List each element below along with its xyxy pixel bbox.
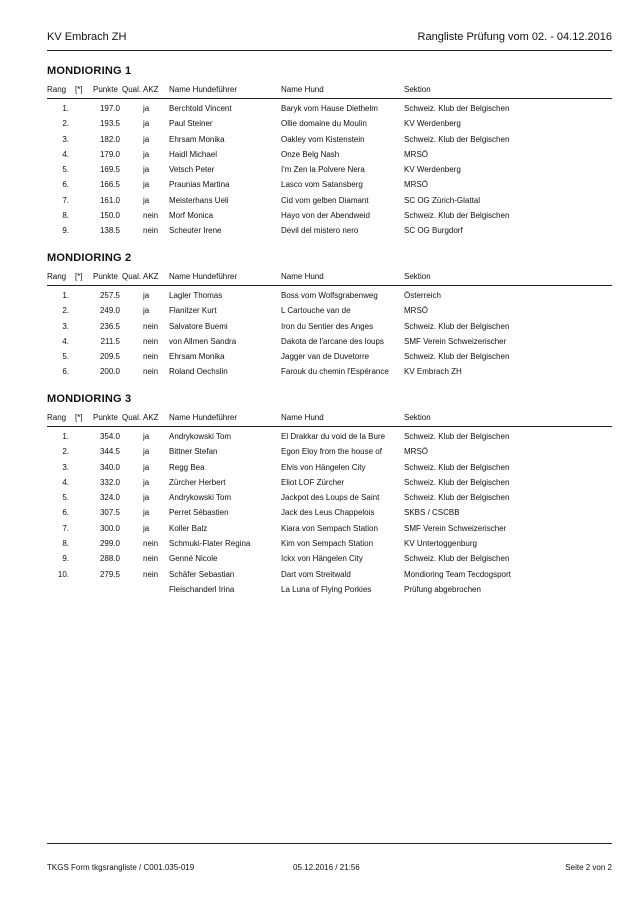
column-header-star: [*]: [75, 413, 83, 422]
handler-name: Ehrsam Monika: [169, 352, 225, 362]
section-club: Österreich: [404, 291, 441, 300]
section-club: SKBS / CSCBB: [404, 508, 460, 518]
rank: 6.: [62, 367, 69, 377]
akz: nein: [143, 352, 159, 362]
column-header-rang: Rang: [47, 413, 67, 422]
column-header-hund: Name Hund: [281, 85, 324, 94]
rank: 2.: [62, 306, 69, 316]
section-club: Schweiz. Klub der Belgischen: [404, 352, 510, 362]
rank: 8.: [62, 539, 69, 549]
section-club: SMF Verein Schweizerischer: [404, 523, 507, 533]
akz: nein: [143, 554, 159, 564]
table-row: [47, 147, 612, 162]
rank: 1.: [62, 291, 69, 300]
points: 257.5: [99, 291, 120, 300]
page-header: [47, 31, 612, 47]
section-club: SMF Verein Schweizerischer: [404, 336, 507, 346]
points: 344.5: [99, 447, 120, 457]
akz: ja: [143, 195, 150, 205]
rank: 5.: [62, 352, 69, 362]
dog-name: Iron du Sentier des Anges: [281, 321, 374, 331]
section-club: Schweiz. Klub der Belgischen: [404, 554, 510, 564]
points: 169.5: [99, 165, 120, 175]
handler-name: Haidl Michael: [169, 149, 218, 159]
dog-name: Cid vom gelben Diamant: [281, 195, 369, 205]
column-header-punkte: Punkte: [93, 272, 118, 281]
dog-name: Jack des Leus Chappelois: [281, 508, 375, 518]
handler-name: Salvatore Buemi: [169, 321, 228, 331]
points: 300.0: [99, 523, 120, 533]
column-header-row: [47, 84, 612, 96]
dog-name: El Drakkar du void de la Bure: [281, 432, 386, 441]
handler-name: Andrykowski Tom: [169, 493, 232, 503]
rank: 3.: [62, 134, 69, 144]
section-club: SC OG Burgdorf: [404, 226, 463, 236]
handler-name: Praunias Martina: [169, 180, 230, 190]
column-header-star: [*]: [75, 272, 83, 281]
akz: nein: [143, 226, 159, 236]
column-header-row: [47, 412, 612, 424]
section-club: MRSÖ: [404, 306, 428, 316]
section-title: MONDIORING 1: [47, 65, 132, 77]
section-title: MONDIORING 2: [47, 252, 132, 264]
column-header-sektion: Sektion: [404, 413, 431, 422]
column-header-akz: AKZ: [143, 272, 159, 281]
table-row: [47, 490, 612, 505]
handler-name: Andrykowski Tom: [169, 432, 232, 441]
column-header-qual: Qual.: [122, 85, 142, 94]
dog-name: Ollie domaine du Moulin: [281, 119, 367, 129]
dog-name: Egon Eloy from the house of: [281, 447, 382, 457]
akz: ja: [143, 523, 150, 533]
column-header-sektion: Sektion: [404, 85, 431, 94]
dog-name: La Luna of Flying Porkies: [281, 584, 372, 594]
rank: 1.: [62, 432, 69, 441]
column-header-rule: [47, 426, 612, 427]
akz: ja: [143, 306, 150, 316]
rank: 10.: [57, 569, 69, 579]
section-club: KV Werdenberg: [404, 165, 461, 175]
table-row: [47, 551, 612, 566]
dog-name: Eliot LOF Zürcher: [281, 477, 345, 487]
section-club: KV Untertoggenburg: [404, 539, 477, 549]
table-row: [47, 223, 612, 238]
akz: ja: [143, 104, 150, 113]
akz: ja: [143, 477, 150, 487]
table-row: [47, 162, 612, 177]
handler-name: Ehrsam Monika: [169, 134, 225, 144]
akz: ja: [143, 291, 150, 300]
section-club: MRSÖ: [404, 149, 428, 159]
dog-name: Baryk vom Hause Diethelm: [281, 104, 378, 113]
table-row: [47, 116, 612, 131]
dog-name: L Cartouche van de: [281, 306, 351, 316]
points: 182.0: [99, 134, 120, 144]
handler-name: Schäfer Sebastian: [169, 569, 235, 579]
points: 209.5: [99, 352, 120, 362]
akz: ja: [143, 149, 150, 159]
handler-name: Fleischanderl Irina: [169, 584, 235, 594]
header-rule: [47, 50, 612, 51]
akz: ja: [143, 493, 150, 503]
section-club: Schweiz. Klub der Belgischen: [404, 432, 510, 441]
akz: nein: [143, 321, 159, 331]
handler-name: Perret Sébastien: [169, 508, 229, 518]
section-club: Schweiz. Klub der Belgischen: [404, 104, 510, 113]
column-header-rang: Rang: [47, 272, 67, 281]
handler-name: Morf Monica: [169, 211, 214, 221]
points: 179.0: [99, 149, 120, 159]
section-club: MRSÖ: [404, 180, 428, 190]
dog-name: Jagger van de Duvetorre: [281, 352, 370, 362]
section-club: Schweiz. Klub der Belgischen: [404, 493, 510, 503]
table-row: [47, 193, 612, 208]
dog-name: I'm Zen la Polvere Nera: [281, 165, 365, 175]
handler-name: Paul Steiner: [169, 119, 213, 129]
table-row: [47, 288, 612, 303]
column-header-punkte: Punkte: [93, 85, 118, 94]
handler-name: Scheuter Irene: [169, 226, 222, 236]
handler-name: Vetsch Peter: [169, 165, 215, 175]
rank: 4.: [62, 149, 69, 159]
section-mondioring-1: [47, 64, 612, 239]
akz: nein: [143, 569, 159, 579]
section-club: KV Werdenberg: [404, 119, 461, 129]
points: 166.5: [99, 180, 120, 190]
akz: ja: [143, 432, 150, 441]
points: 193.5: [99, 119, 120, 129]
table-row: [47, 582, 612, 597]
points: 288.0: [99, 554, 120, 564]
points: 279.5: [99, 569, 120, 579]
rank: 6.: [62, 180, 69, 190]
akz: ja: [143, 462, 150, 472]
rank: 2.: [62, 119, 69, 129]
points: 150.0: [99, 211, 120, 221]
points: 197.0: [99, 104, 120, 113]
akz: ja: [143, 508, 150, 518]
table-row: [47, 349, 612, 364]
points: 324.0: [99, 493, 120, 503]
points: 200.0: [99, 367, 120, 377]
handler-name: Flanitzer Kurt: [169, 306, 217, 316]
dog-name: Elvis von Hängelen City: [281, 462, 366, 472]
section-mondioring-3: [47, 392, 612, 597]
section-club: Schweiz. Klub der Belgischen: [404, 462, 510, 472]
table-row: [47, 444, 612, 459]
handler-name: von Allmen Sandra: [169, 336, 237, 346]
footer-rule: [47, 843, 612, 844]
section-club: Schweiz. Klub der Belgischen: [404, 211, 510, 221]
dog-name: Dakota de l'arcane des loups: [281, 336, 384, 346]
points: 161.0: [99, 195, 120, 205]
rank: 9.: [62, 226, 69, 236]
column-header-rule: [47, 285, 612, 286]
points: 354.0: [99, 432, 120, 441]
rank: 6.: [62, 508, 69, 518]
section-club: Prüfung abgebrochen: [404, 584, 481, 594]
table-row: [47, 364, 612, 379]
column-header-hundefuehrer: Name Hundeführer: [169, 85, 238, 94]
dog-name: Dart vom Streitwald: [281, 569, 351, 579]
dog-name: Boss vom Wolfsgrabenweg: [281, 291, 378, 300]
rank: 3.: [62, 462, 69, 472]
table-row: [47, 475, 612, 490]
table-row: [47, 521, 612, 536]
points: 138.5: [99, 226, 120, 236]
table-row: [47, 460, 612, 475]
table-row: [47, 505, 612, 520]
table-row: [47, 101, 612, 116]
table-row: [47, 536, 612, 551]
handler-name: Genné Nicole: [169, 554, 218, 564]
points: 340.0: [99, 462, 120, 472]
handler-name: Roland Oechslin: [169, 367, 228, 377]
section-title: MONDIORING 3: [47, 393, 132, 405]
column-header-row: [47, 271, 612, 283]
column-header-punkte: Punkte: [93, 413, 118, 422]
dog-name: Hayo von der Abendweid: [281, 211, 370, 221]
points: 236.5: [99, 321, 120, 331]
section-mondioring-2: [47, 251, 612, 380]
dog-name: Devil del mistero nero: [281, 226, 359, 236]
section-club: MRSÖ: [404, 447, 428, 457]
rank: 8.: [62, 211, 69, 221]
akz: ja: [143, 119, 150, 129]
rank: 4.: [62, 336, 69, 346]
section-club: KV Embrach ZH: [404, 367, 462, 377]
column-header-hund: Name Hund: [281, 272, 324, 281]
section-club: Schweiz. Klub der Belgischen: [404, 321, 510, 331]
column-header-qual: Qual.: [122, 272, 142, 281]
dog-name: Lasco vom Satansberg: [281, 180, 363, 190]
rank: 5.: [62, 165, 69, 175]
rank: 3.: [62, 321, 69, 331]
column-header-rang: Rang: [47, 85, 67, 94]
column-header-hund: Name Hund: [281, 413, 324, 422]
points: 249.0: [99, 306, 120, 316]
table-row: [47, 208, 612, 223]
handler-name: Lagler Thomas: [169, 291, 223, 300]
table-row: [47, 177, 612, 192]
akz: ja: [143, 180, 150, 190]
handler-name: Meisterhans Ueli: [169, 195, 229, 205]
column-header-akz: AKZ: [143, 413, 159, 422]
dog-name: Kim von Sempach Station: [281, 539, 374, 549]
points: 307.5: [99, 508, 120, 518]
page-number: Seite 2 von 2: [565, 863, 612, 872]
dog-name: Farouk du chemin l'Espérance: [281, 367, 389, 377]
dog-name: Kiara von Sempach Station: [281, 523, 378, 533]
handler-name: Schmuki-Flater Regina: [169, 539, 251, 549]
akz: nein: [143, 211, 159, 221]
column-header-rule: [47, 98, 612, 99]
dog-name: Oakley vom Kistenstein: [281, 134, 365, 144]
club-name: KV Embrach ZH: [47, 31, 127, 43]
rank: 1.: [62, 104, 69, 113]
table-row: [47, 132, 612, 147]
form-id: TKGS Form tkgsrangliste / C001.035-019: [47, 863, 195, 872]
column-header-hundefuehrer: Name Hundeführer: [169, 272, 238, 281]
akz: ja: [143, 165, 150, 175]
print-timestamp: 05.12.2016 / 21:56: [293, 863, 360, 872]
points: 211.5: [100, 336, 120, 346]
column-header-qual: Qual.: [122, 413, 142, 422]
table-row: [47, 567, 612, 582]
column-header-akz: AKZ: [143, 85, 159, 94]
page-footer: [47, 863, 612, 875]
points: 332.0: [99, 477, 120, 487]
handler-name: Koller Balz: [169, 523, 208, 533]
points: 299.0: [99, 539, 120, 549]
table-row: [47, 303, 612, 318]
section-club: Schweiz. Klub der Belgischen: [404, 134, 510, 144]
table-row: [47, 429, 612, 444]
handler-name: Regg Bea: [169, 462, 205, 472]
table-row: [47, 334, 612, 349]
column-header-star: [*]: [75, 85, 83, 94]
column-header-sektion: Sektion: [404, 272, 431, 281]
dog-name: Ickx von Hängelen City: [281, 554, 363, 564]
dog-name: Jackpot des Loups de Saint: [281, 493, 380, 503]
handler-name: Zürcher Herbert: [169, 477, 226, 487]
akz: nein: [143, 367, 159, 377]
column-header-hundefuehrer: Name Hundeführer: [169, 413, 238, 422]
akz: nein: [143, 539, 159, 549]
handler-name: Bittner Stefan: [169, 447, 218, 457]
section-club: Mondioring Team Tecdogsport: [404, 569, 511, 579]
dog-name: Onze Belg Nash: [281, 149, 340, 159]
rank: 5.: [62, 493, 69, 503]
rank: 2.: [62, 447, 69, 457]
report-title: Rangliste Prüfung vom 02. - 04.12.2016: [417, 31, 612, 43]
handler-name: Berchtold Vincent: [169, 104, 232, 113]
rank: 9.: [62, 554, 69, 564]
section-club: Schweiz. Klub der Belgischen: [404, 477, 510, 487]
rank: 7.: [62, 523, 69, 533]
rank: 4.: [62, 477, 69, 487]
rank: 7.: [62, 195, 69, 205]
table-row: [47, 319, 612, 334]
akz: ja: [143, 134, 150, 144]
akz: ja: [143, 447, 150, 457]
section-club: SC OG Zürich-Glattal: [404, 195, 481, 205]
akz: nein: [143, 336, 159, 346]
